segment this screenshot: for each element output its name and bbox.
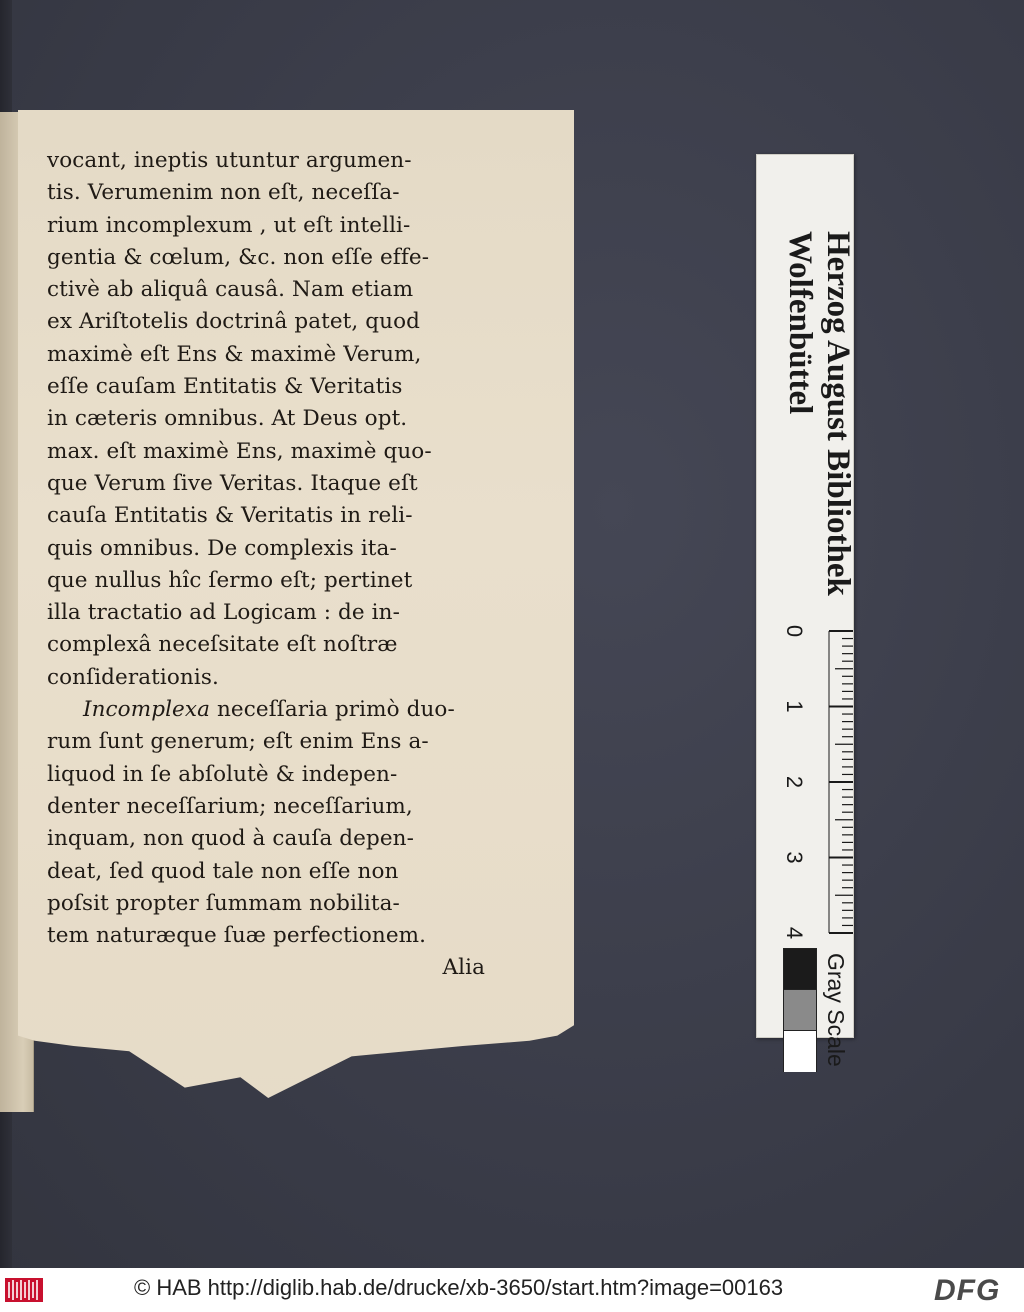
text-line: gentia & cœlum, &c. non eſſe effe-	[47, 244, 430, 270]
ruler-number: 2	[782, 775, 807, 789]
ruler-number: 0	[782, 624, 807, 638]
gray-scale-patches	[783, 948, 817, 1072]
text-span: neceſſaria primò duo-	[210, 697, 455, 723]
gray-scale-label: Gray Scale	[823, 953, 849, 1067]
text-line: complexâ neceſsitate eſt noſtræ	[47, 632, 398, 658]
institution-name: Herzog August Bibliothek	[820, 231, 856, 596]
text-line: ctivè ab aliquâ causâ. Nam etiam	[47, 277, 414, 303]
text-line: inquam, non quod à cauſa depen-	[47, 826, 414, 852]
page-text	[47, 145, 487, 985]
scale-ruler	[756, 154, 856, 1067]
text-line: tis. Verumenim non eſt, neceſſa-	[47, 180, 400, 206]
copyright-text: © HAB http://diglib.hab.de/drucke/xb-3650/start.htm?image=00163	[134, 1275, 784, 1300]
text-line: ex Ariſtotelis doctrinâ patet, quod	[47, 309, 420, 335]
text-line: tem naturæque ſuæ perfectionem.	[47, 923, 427, 949]
wdb-logo-icon	[5, 1276, 43, 1304]
ruler-number: 3	[782, 851, 807, 864]
text-line: illa tractatio ad Logicam : de in-	[47, 600, 400, 626]
text-line: poſsit propter ſummam nobilita-	[47, 890, 400, 916]
text-line: in cæteris omnibus. At Deus opt.	[47, 406, 408, 432]
dfg-logo: DFG	[934, 1274, 1001, 1307]
text-line: denter neceſſarium; neceſſarium,	[47, 793, 413, 819]
text-line: liquod in ſe abſolutè & indepen-	[47, 761, 398, 787]
text-line: deat, ſed quod tale non eſſe non	[47, 858, 399, 884]
text-line: que Verum ſive Veritas. Itaque eſt	[47, 470, 418, 496]
ruler-number: 1	[782, 700, 807, 713]
catchword: Alia	[442, 955, 485, 981]
text-line: maximè eſt Ens & maximè Verum,	[47, 341, 422, 367]
text-line: max. eſt maximè Ens, maximè quo-	[47, 438, 432, 464]
text-line: cauſa Entitatis & Veritatis in reli-	[47, 503, 413, 529]
ruler-institution-label	[781, 231, 857, 596]
gray-patch	[784, 1031, 816, 1072]
italic-word: Incomplexa	[83, 697, 211, 723]
text-line: vocant, ineptis utuntur argumen-	[47, 148, 412, 173]
text-line	[47, 694, 487, 726]
ruler-number: 4	[782, 926, 807, 940]
text-line: conſiderationis.	[47, 664, 219, 690]
institution-city: Wolfenbüttel	[782, 231, 818, 415]
text-line: eſſe cauſam Entitatis & Veritatis	[47, 374, 403, 400]
footer-bar	[0, 1268, 1024, 1312]
text-line: que nullus hîc ſermo eſt; pertinet	[47, 567, 413, 593]
text-line: quis omnibus. De complexis ita-	[47, 535, 397, 561]
text-line: rum ſunt generum; eſt enim Ens a-	[47, 729, 429, 755]
text-line: rium incomplexum , ut eſt intelli-	[47, 212, 411, 238]
gray-patch	[784, 949, 816, 990]
gray-patch	[784, 990, 816, 1031]
